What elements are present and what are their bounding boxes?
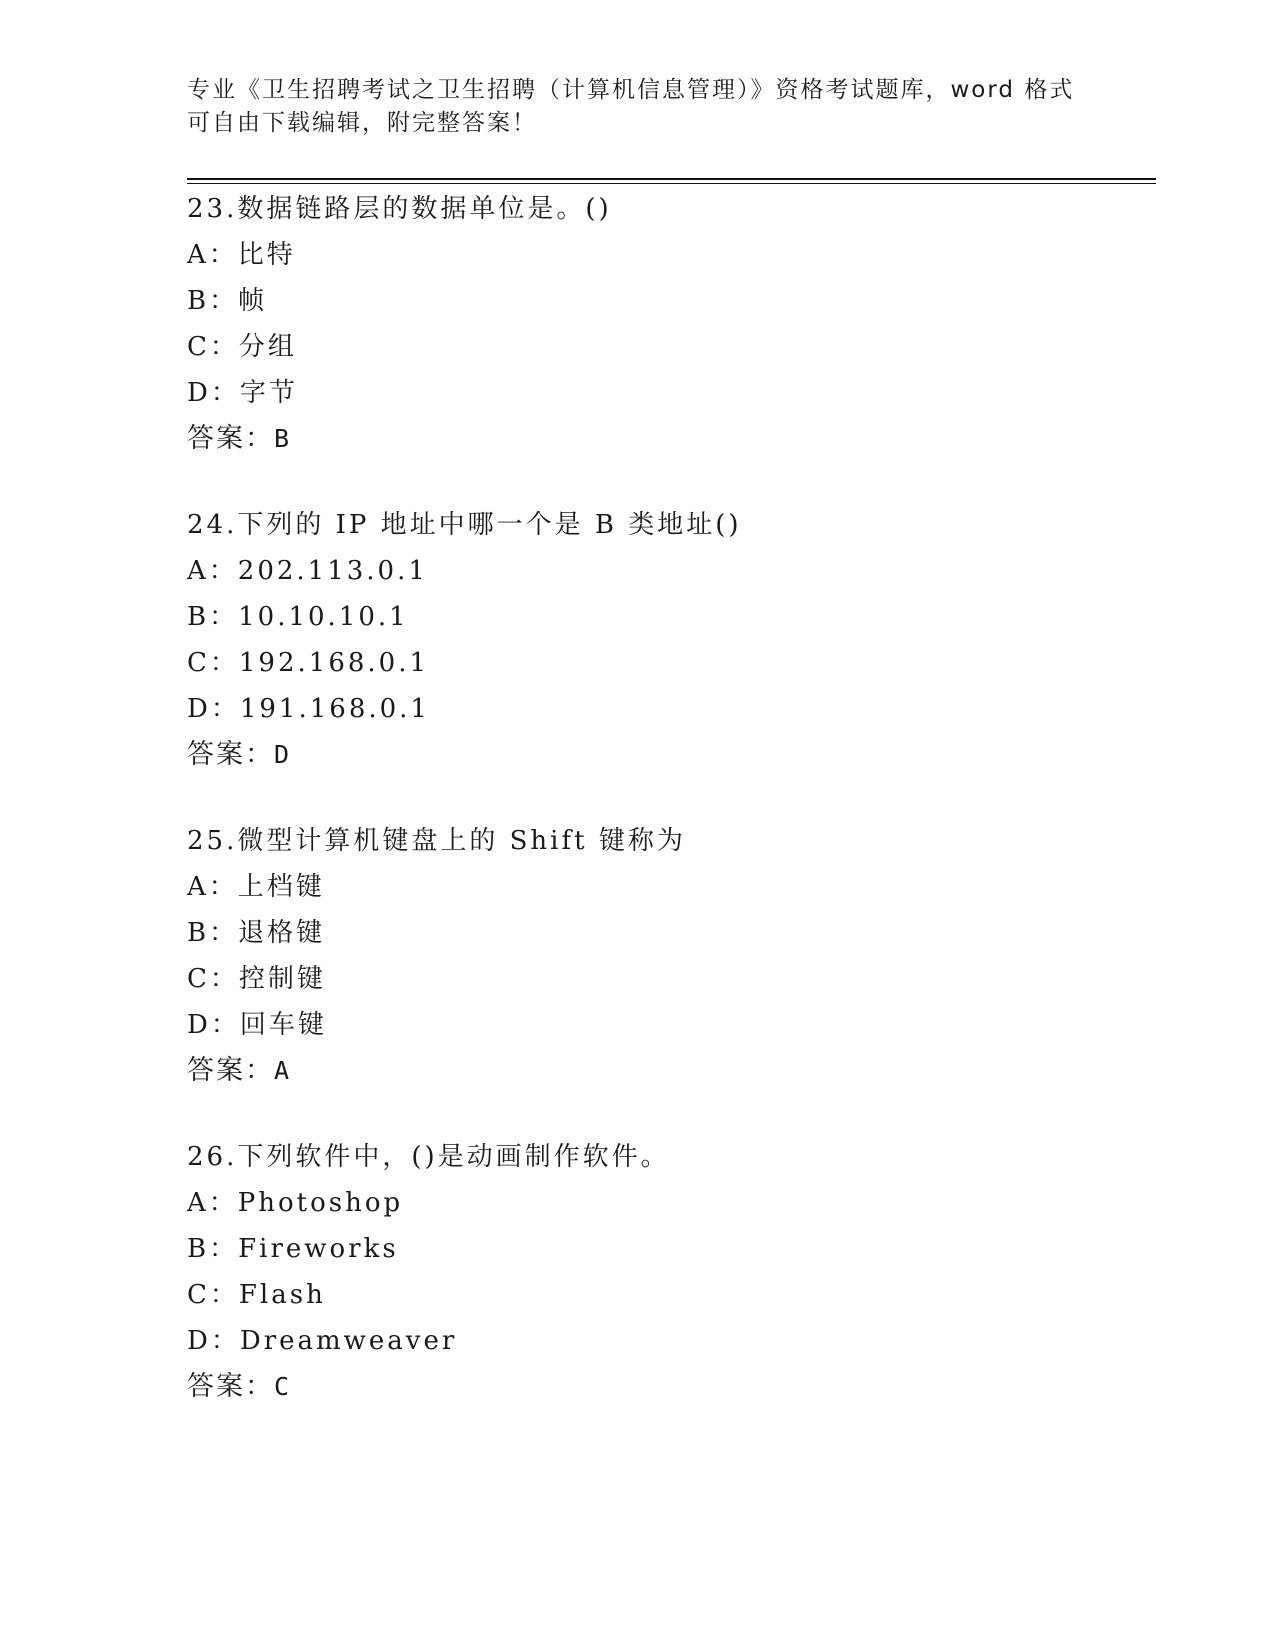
question-stem: 26.下列软件中，()是动画制作软件。 <box>187 1142 670 1172</box>
option-d: D：191.168.0.1 <box>187 694 430 724</box>
question-block <box>187 818 1147 1094</box>
document-header <box>187 74 1087 140</box>
answer-value: B <box>274 424 292 453</box>
question-stem: 23.数据链路层的数据单位是。() <box>187 194 612 224</box>
option-b: B：帧 <box>187 286 268 316</box>
option-b: B：Fireworks <box>187 1234 399 1264</box>
option-c: C：控制键 <box>187 964 326 994</box>
answer-prefix: 答案： <box>187 423 274 454</box>
option-d: D：Dreamweaver <box>187 1326 458 1356</box>
answer-value: C <box>274 1372 292 1401</box>
option-a: A：上档键 <box>187 872 325 902</box>
option-b: B：10.10.10.1 <box>187 602 409 632</box>
header-line-2: 可自由下载编辑，附完整答案！ <box>187 110 537 136</box>
option-a: A：202.113.0.1 <box>187 556 428 586</box>
question-block <box>187 502 1147 778</box>
question-block <box>187 186 1147 462</box>
answer-line <box>187 416 1147 462</box>
answer-line <box>187 1048 1147 1094</box>
question-stem: 25.微型计算机键盘上的 Shift 键称为 <box>187 826 686 856</box>
header-line-1: 专业《卫生招聘考试之卫生招聘（计算机信息管理）》资格考试题库，word 格式 <box>187 77 1075 103</box>
option-c: C：192.168.0.1 <box>187 648 430 678</box>
answer-value: D <box>274 740 292 769</box>
option-a: A：Photoshop <box>187 1188 404 1218</box>
option-b: B：退格键 <box>187 918 326 948</box>
option-c: C：Flash <box>187 1280 326 1310</box>
answer-value: A <box>274 1056 292 1085</box>
option-d: D：回车键 <box>187 1010 327 1040</box>
header-divider-top <box>187 178 1156 180</box>
option-c: C：分组 <box>187 332 297 362</box>
answer-line <box>187 1364 1147 1410</box>
question-block <box>187 1134 1147 1410</box>
option-d: D：字节 <box>187 378 298 408</box>
answer-line <box>187 732 1147 778</box>
answer-prefix: 答案： <box>187 1371 274 1402</box>
answer-prefix: 答案： <box>187 1055 274 1086</box>
option-a: A：比特 <box>187 240 296 270</box>
question-stem: 24.下列的 IP 地址中哪一个是 B 类地址() <box>187 510 742 540</box>
header-divider-bottom <box>187 183 1156 184</box>
answer-prefix: 答案： <box>187 739 274 770</box>
